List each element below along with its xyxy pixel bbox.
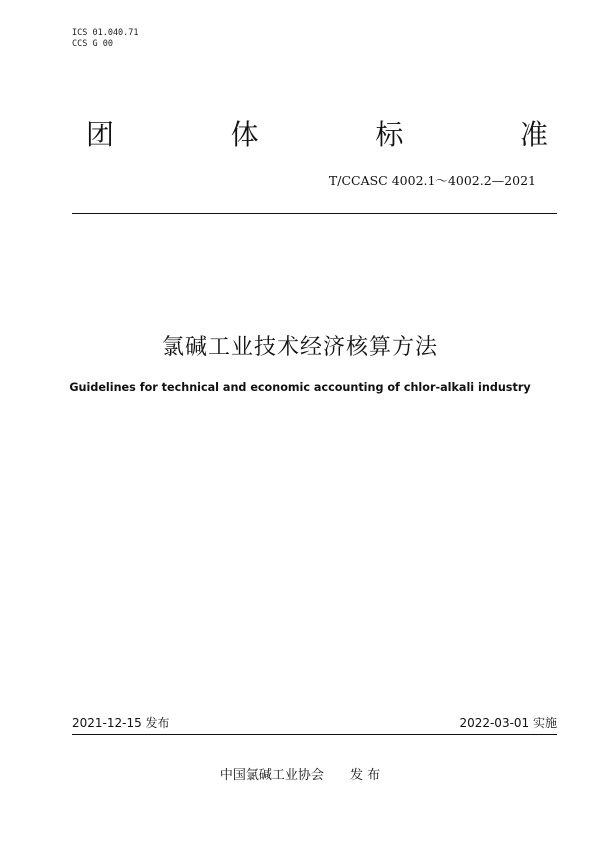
- bottom-divider: [72, 734, 557, 735]
- banner-char-2: 体: [230, 118, 259, 151]
- banner-char-1: 团: [86, 118, 115, 151]
- publisher-line: [0, 764, 600, 783]
- implementation-date: 2022-03-01 实施: [459, 716, 557, 730]
- standard-number: T/CCASC 4002.1～4002.2—2021: [328, 173, 536, 188]
- publisher-action: 发 布: [349, 768, 381, 783]
- publisher-name: 中国氯碱工业协会: [219, 768, 324, 783]
- group-standard-banner: [86, 113, 548, 153]
- title-english: Guidelines for technical and economic accounting of chlor-alkali industry: [69, 381, 531, 394]
- ccs-code: CCS G 00: [72, 39, 113, 49]
- classification-codes: [72, 28, 139, 50]
- ics-code: ICS 01.040.71: [72, 28, 139, 38]
- banner-char-3: 标: [375, 118, 404, 151]
- banner-char-4: 准: [519, 118, 548, 151]
- top-divider: [72, 213, 557, 214]
- title-chinese: 氯碱工业技术经济核算方法: [161, 335, 438, 360]
- release-date: 2021-12-15 发布: [72, 716, 170, 730]
